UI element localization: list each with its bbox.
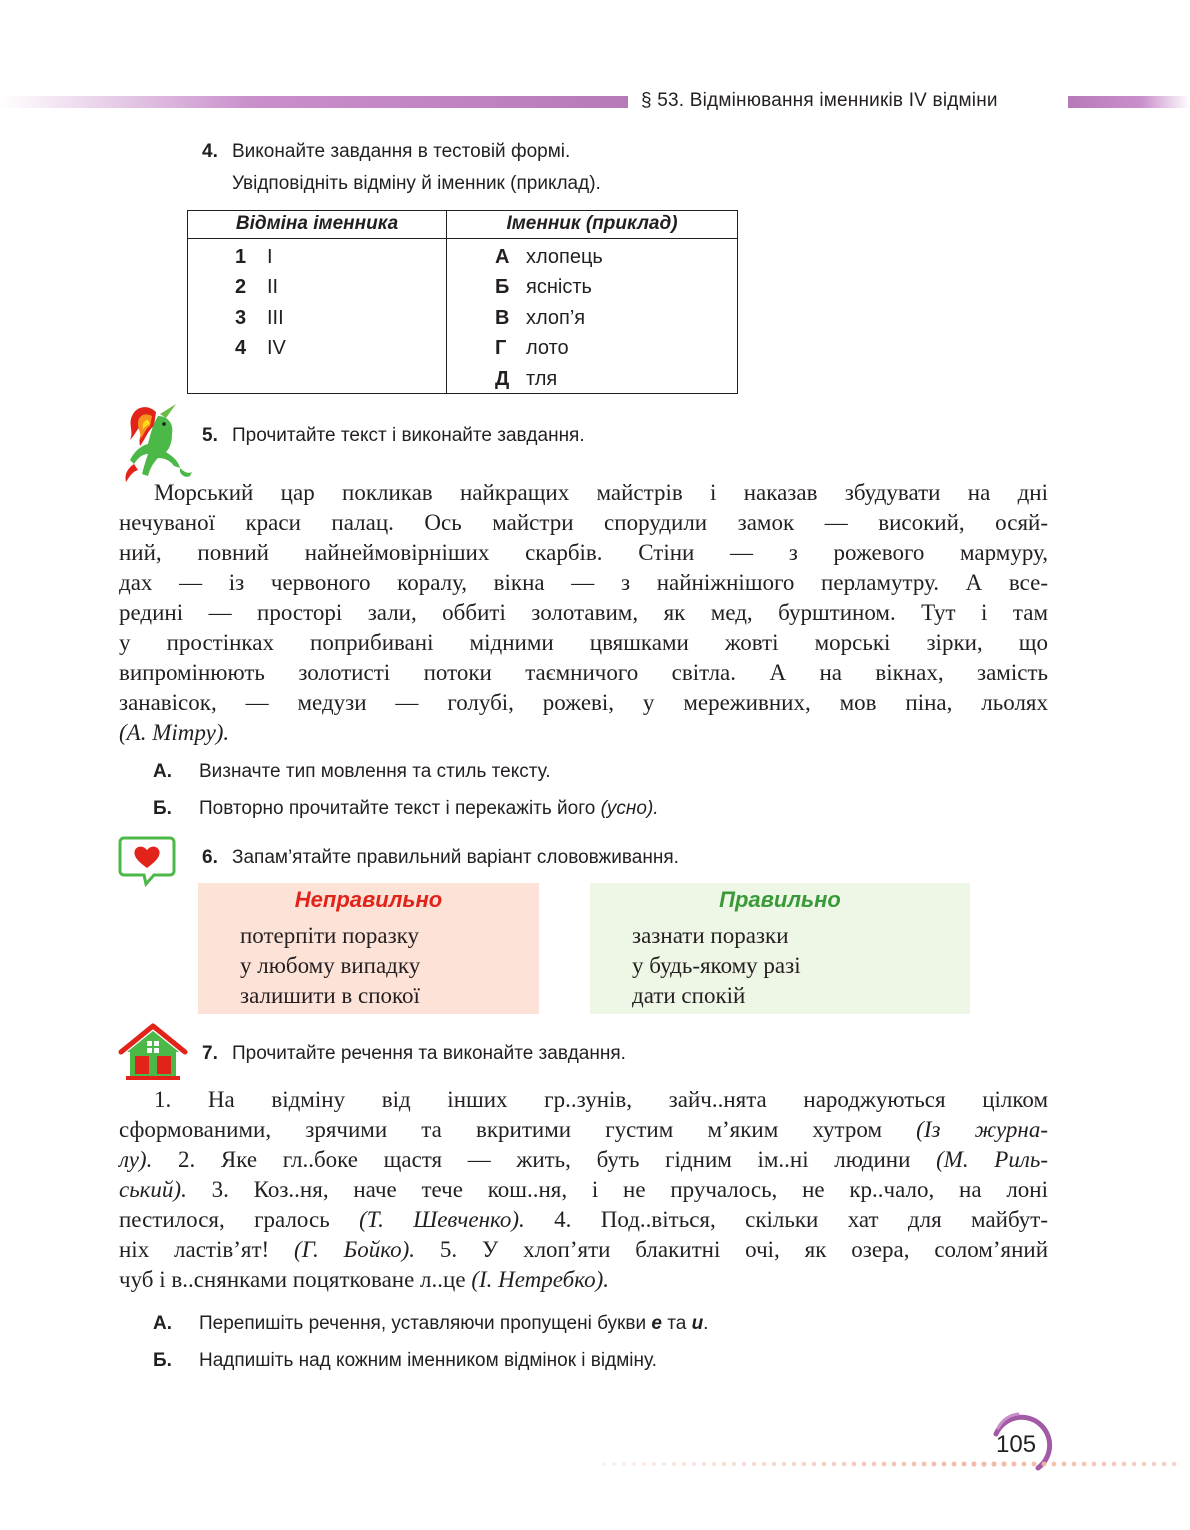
footer-dot: [1112, 1462, 1117, 1467]
footer-dot: [832, 1462, 837, 1467]
footer-dot: [612, 1462, 616, 1466]
reading-text: [119, 478, 1048, 748]
footer-dot: [1152, 1462, 1157, 1467]
footer-dot: [672, 1462, 676, 1466]
footer-dot: [1122, 1462, 1127, 1467]
footer-dot: [1082, 1462, 1087, 1467]
correct-list: [632, 921, 801, 1011]
header-bar-right: [1068, 96, 1190, 108]
footer-dot: [892, 1462, 897, 1467]
table-divider-horizontal: [187, 238, 738, 239]
text-line: редині — просторі зали, оббиті золотавим, як мед, бурштином. Тут і там: [119, 600, 1048, 625]
task6-instruction: Запам’ятайте правильний варіант слововживання.: [232, 847, 679, 868]
task7-sub-a: А. Перепишіть речення, уставляючи пропущені букви е та и.: [153, 1313, 709, 1334]
footer-dot: [912, 1462, 917, 1467]
task4-instruction-1: Виконайте завдання в тестовій формі.: [232, 141, 571, 162]
footer-dot: [752, 1462, 756, 1466]
task4-instruction-2: Увідповідніть відміну й іменник (приклад).: [232, 173, 601, 194]
sentence-line: 1. На відміну від інших гр..зунів, зайч..нята народжуються цілком: [154, 1087, 1048, 1112]
table-row-left: 3 III: [235, 307, 284, 329]
footer-dot: [602, 1462, 606, 1466]
footer-dot: [941, 1461, 946, 1466]
text-line: нечуваної краси палац. Ось майстри спорудили замок — високий, осяй-: [119, 510, 1048, 535]
footer-dot: [991, 1461, 996, 1466]
task4-number: 4.: [202, 141, 218, 162]
footer-dot: [772, 1462, 776, 1466]
sentence-line: чуб і в..снянками поцятковане л..це (І. Нетребко).: [119, 1267, 610, 1292]
table-row-left: 2 II: [235, 276, 279, 298]
footer-dot: [1021, 1461, 1026, 1466]
incorrect-header: Неправильно: [294, 887, 443, 912]
sentence-line: лу). 2. Яке гл..боке щастя — жить, буть гідним ім..ні людини (М. Риль-: [119, 1147, 1049, 1172]
incorrect-item: потерпіти поразку: [240, 923, 420, 948]
footer-dot: [1052, 1462, 1057, 1467]
text-line: ний, повний найнеймовірніших скарбів. Стіни — з рожевого мармуру,: [119, 540, 1048, 565]
footer-dot: [802, 1462, 806, 1466]
footer-dot: [971, 1461, 976, 1466]
table-header-noun: Іменник (приклад): [506, 213, 678, 234]
footer-dot: [692, 1462, 696, 1466]
footer-dot: [632, 1462, 636, 1466]
table-row-left: 4 IV: [235, 337, 286, 359]
footer-dot: [662, 1462, 666, 1466]
table-row-right: Д тля: [495, 368, 558, 390]
footer-dot: [1042, 1462, 1047, 1467]
footer-dot: [842, 1462, 847, 1467]
text-line: у простінках поприбивані мідними цвяшками жовті морські зірки, що: [119, 630, 1048, 655]
footer-dot: [1142, 1462, 1147, 1467]
correct-item: дати спокій: [632, 983, 746, 1008]
correct-item: у будь-якому разі: [632, 953, 801, 978]
footer-dot: [852, 1462, 857, 1467]
footer-dot: [872, 1462, 877, 1467]
footer-dot: [1062, 1462, 1067, 1467]
footer-dots: [600, 1460, 1185, 1468]
heart-speech-icon: [118, 835, 176, 887]
table-row-right: Г лото: [495, 337, 569, 359]
footer-dot: [722, 1462, 726, 1466]
section-title: § 53. Відмінювання іменників IV відміни: [641, 90, 998, 111]
sentences-text: [119, 1085, 1048, 1295]
footer-dot: [862, 1462, 867, 1467]
footer-dot: [732, 1462, 736, 1466]
table-row-right: Б ясність: [495, 276, 592, 298]
footer-dot: [951, 1461, 956, 1466]
footer-dot: [622, 1462, 626, 1466]
footer-dot: [652, 1462, 656, 1466]
footer-dot: [1011, 1461, 1016, 1466]
incorrect-item: у любому випадку: [240, 953, 421, 978]
sentence-line: ський). 3. Коз..ня, наче тече кош..ня, і не пручалось, не кр..чало, на лоні: [119, 1177, 1048, 1202]
footer-dot: [712, 1462, 716, 1466]
sentence-line: ніх ластів’ят! (Г. Бойко). 5. У хлоп’яти блакитні очі, як озера, солом’яний: [119, 1237, 1048, 1262]
footer-dot: [1031, 1461, 1036, 1466]
footer-dot: [1102, 1462, 1107, 1467]
incorrect-item: залишити в спокої: [240, 983, 420, 1008]
footer-dot: [1172, 1462, 1176, 1466]
unicorn-icon: [118, 402, 198, 486]
text-line: Морський цар покликав найкращих майстрів і наказав збудувати на дні: [154, 480, 1048, 505]
text-line: випромінюють золотисті потоки таємничого світла. А на вікнах, замість: [119, 660, 1048, 685]
footer-dot: [682, 1462, 686, 1466]
text-author: (А. Мітру).: [119, 720, 230, 745]
footer-dot: [822, 1462, 827, 1467]
table-row-right: В хлоп’я: [495, 307, 586, 329]
footer-dot: [1092, 1462, 1097, 1467]
task7-number: 7.: [202, 1043, 218, 1064]
task5-instruction: Прочитайте текст і виконайте завдання.: [232, 425, 585, 446]
sentence-line: сформованими, зрячими та вкритими густим м’яким хутром (Із журна-: [119, 1117, 1048, 1142]
footer-dot: [792, 1462, 796, 1466]
footer-dot: [1072, 1462, 1077, 1467]
footer-dot: [961, 1461, 966, 1466]
footer-dot: [762, 1462, 766, 1466]
task7-sub-b: Б. Надпишіть над кожним іменником відмінок і відміну.: [153, 1350, 657, 1371]
header-bar-left: [0, 96, 628, 108]
footer-dot: [981, 1461, 986, 1466]
table-row-right: А хлопець: [495, 246, 603, 268]
task7-instruction: Прочитайте речення та виконайте завдання.: [232, 1043, 626, 1064]
footer-dot: [882, 1462, 887, 1467]
footer-dot: [782, 1462, 786, 1466]
footer-dot: [922, 1462, 927, 1467]
text-line: дах — із червоного коралу, вікна — з найніжнішого перламутру. А все-: [119, 570, 1048, 595]
footer-dot: [1001, 1461, 1006, 1466]
table-header-declension: Відміна іменника: [235, 213, 399, 234]
footer-dot: [932, 1462, 937, 1467]
task5-sub-b: Б. Повторно прочитайте текст і перекажіть його (усно).: [153, 798, 659, 819]
footer-dot: [702, 1462, 706, 1466]
footer-dot: [902, 1462, 907, 1467]
task5-sub-a: А. Визначте тип мовлення та стиль тексту.: [153, 761, 551, 782]
task6-number: 6.: [202, 847, 218, 868]
sentence-line: пестилося, гралось (Т. Шевченко). 4. Под..віться, скільки хат для майбут-: [119, 1207, 1049, 1232]
correct-item: зазнати поразки: [632, 923, 789, 948]
table-row-left: 1 I: [235, 246, 273, 268]
house-icon: [118, 1022, 188, 1082]
page-number: 105: [996, 1431, 1037, 1458]
correct-header: Правильно: [719, 887, 841, 912]
footer-dot: [742, 1462, 746, 1466]
footer-dot: [642, 1462, 646, 1466]
footer-dot: [1132, 1462, 1137, 1467]
incorrect-list: [240, 921, 420, 1011]
task5-number: 5.: [202, 425, 218, 446]
footer-dot: [812, 1462, 816, 1466]
footer-dot: [1162, 1462, 1166, 1466]
text-line: занавісок, — медузи — голубі, рожеві, у мереживних, мов піна, льолях: [119, 690, 1048, 715]
